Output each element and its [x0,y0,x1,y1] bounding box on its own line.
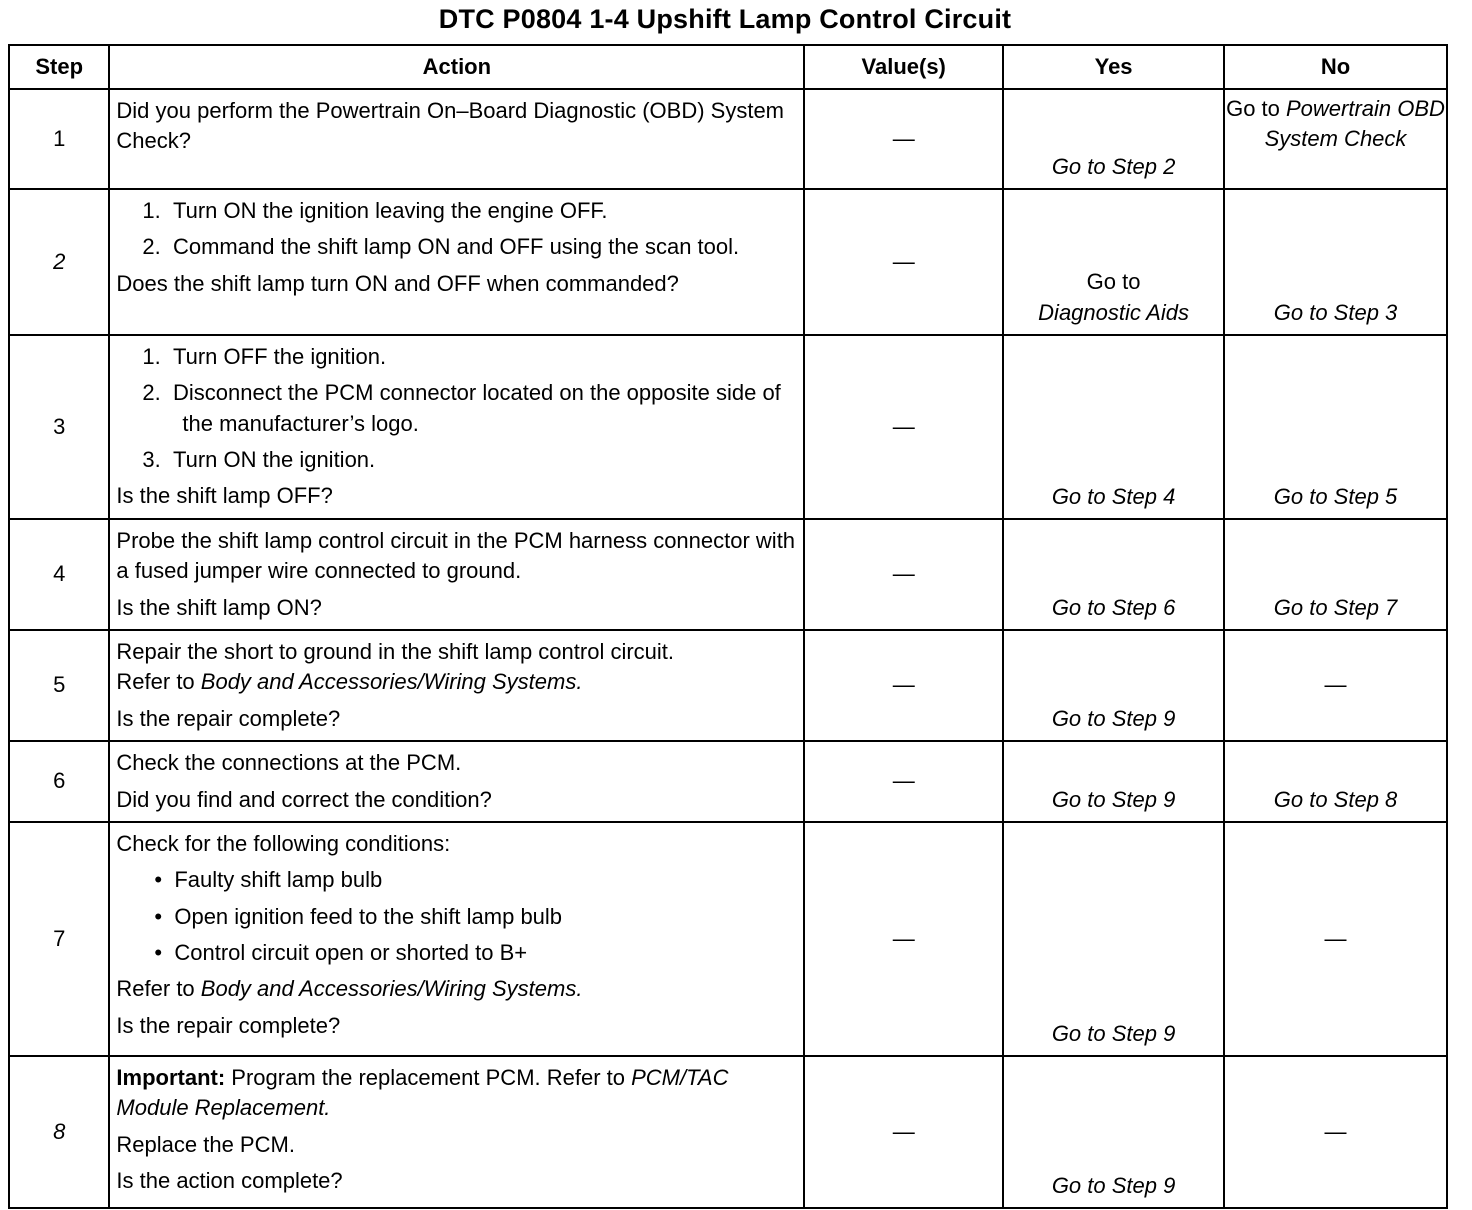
header-action: Action [109,45,804,89]
item-text: Command the shift lamp ON and OFF using the scan tool. [172,234,740,260]
action-cell [109,89,804,189]
bullet-text: Open ignition feed to the shift lamp bulb [174,903,563,929]
action-item [116,232,797,262]
action-cell [109,189,804,335]
yes-cell: Go to Step 9 [1003,630,1224,741]
action-question: Is the shift lamp ON? [116,594,322,620]
item-number: 1. [142,198,173,223]
item-text: Disconnect the PCM connector located on the opposite side of the manufacturer’s logo. [172,380,781,436]
action-cell [109,519,804,630]
action-bullet [116,902,797,932]
header-yes: Yes [1003,45,1224,89]
yes-cell: Go to Step 9 [1003,741,1224,822]
action-question: Is the repair complete? [116,705,341,731]
table-header-row [9,45,1447,89]
value-cell: — [804,335,1003,519]
yes-cell: Go to Step 6 [1003,519,1224,630]
yes-link: Diagnostic Aids [1038,299,1189,325]
yes-cell: Go to Step 9 [1003,822,1224,1056]
action-question: Did you find and correct the condition? [116,786,492,812]
action-cell [109,335,804,519]
action-text: Replace the PCM. [116,1131,295,1157]
table-row [9,335,1447,519]
action-item [116,196,797,226]
value-cell: — [804,822,1003,1056]
refer-link: Body and Accessories/Wiring Systems. [200,976,583,1002]
bullet-text: Faulty shift lamp bulb [174,867,383,893]
value-cell: — [804,189,1003,335]
action-text: Check the connections at the PCM. [116,750,462,776]
refer-prefix: Refer to [116,669,201,695]
yes-cell [1003,189,1224,335]
action-question: Is the shift lamp OFF? [116,483,333,509]
table-row [9,822,1447,1056]
value-cell: — [804,630,1003,741]
header-step: Step [9,45,109,89]
refer-link: Body and Accessories/Wiring Systems. [200,669,583,695]
yes-cell: Go to Step 9 [1003,1056,1224,1208]
step-number: 2 [9,189,109,335]
table-row [9,741,1447,822]
action-item [116,342,797,372]
no-cell: Go to Step 5 [1224,335,1447,519]
action-question: Does the shift lamp turn ON and OFF when commanded? [116,270,679,296]
action-question: Is the repair complete? [116,1012,341,1038]
bullet-icon: • [154,867,175,893]
bullet-icon: • [154,939,175,965]
table-row [9,1056,1447,1208]
no-cell: Go to Step 7 [1224,519,1447,630]
important-text: Program the replacement PCM. Refer to [225,1064,632,1090]
document-title: DTC P0804 1-4 Upshift Lamp Control Circuit [438,4,1012,34]
action-bullet [116,938,797,968]
step-number: 3 [9,335,109,519]
refer-prefix: Refer to [116,976,201,1002]
step-number: 5 [9,630,109,741]
bullet-icon: • [154,903,175,929]
no-cell: Go to Step 3 [1224,189,1447,335]
important-label: Important: [116,1064,226,1090]
action-refer [116,974,797,1004]
item-number: 3. [142,447,173,473]
no-cell: — [1224,822,1447,1056]
no-link: Powertrain OBD System Check [1264,96,1445,152]
important-link: PCM/TAC Module Replacement. [116,1064,729,1121]
action-cell [109,741,804,822]
action-text: Probe the shift lamp control circuit in the PCM harness connector with a fused jumper wire connected to ground. [116,528,796,584]
yes-cell: Go to Step 2 [1003,89,1224,189]
value-cell: — [804,519,1003,630]
action-cell [109,1056,804,1208]
action-text: Repair the short to ground in the shift lamp control circuit. [116,639,675,665]
table-row [9,189,1447,335]
step-number: 1 [9,89,109,189]
item-number: 2. [142,234,173,260]
action-item [116,445,797,475]
no-cell [1224,89,1447,189]
step-number: 6 [9,741,109,822]
step-number: 4 [9,519,109,630]
action-item [116,378,797,439]
no-prefix: Go to [1226,96,1286,121]
item-text: Turn OFF the ignition. [172,344,387,369]
value-cell: — [804,741,1003,822]
diagnostic-table [8,44,1448,1209]
item-number: 1. [142,344,173,369]
table-row [9,89,1447,189]
action-cell [109,822,804,1056]
action-bullet [116,865,797,895]
bullet-text: Control circuit open or shorted to B+ [174,939,528,965]
action-important [116,1063,797,1124]
table-row [9,630,1447,741]
item-number: 2. [142,380,173,406]
no-cell: Go to Step 8 [1224,741,1447,822]
step-number: 7 [9,822,109,1056]
item-text: Turn ON the ignition. [172,447,376,473]
item-text: Turn ON the ignition leaving the engine OFF. [172,198,608,223]
no-cell: — [1224,1056,1447,1208]
header-values: Value(s) [804,45,1003,89]
yes-cell: Go to Step 4 [1003,335,1224,519]
action-text: Check for the following conditions: [116,830,451,856]
value-cell: — [804,1056,1003,1208]
action-question: Is the action complete? [116,1167,343,1193]
value-cell: — [804,89,1003,189]
no-cell: — [1224,630,1447,741]
action-text: Did you perform the Powertrain On–Board Diagnostic (OBD) System Check? [116,98,785,154]
header-no: No [1224,45,1447,89]
step-number: 8 [9,1056,109,1208]
table-row [9,519,1447,630]
action-cell [109,630,804,741]
action-refer [116,667,797,697]
yes-prefix: Go to [1086,269,1141,295]
